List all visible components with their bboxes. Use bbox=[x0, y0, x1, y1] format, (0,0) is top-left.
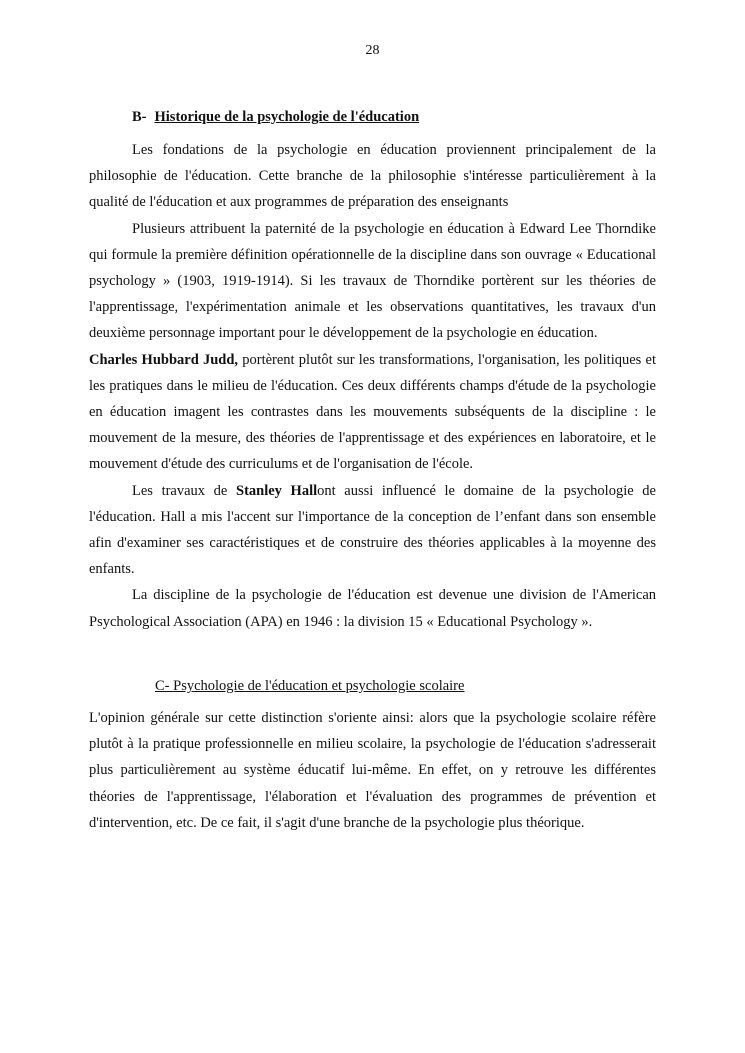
judd-name: Charles Hubbard Judd, bbox=[89, 351, 239, 368]
paragraph-judd bbox=[89, 347, 656, 478]
paragraph-hall bbox=[89, 478, 656, 583]
section-c-body bbox=[89, 705, 656, 836]
hall-text: ont aussi influencé le domaine de la psychologie de l'éducation. Hall a mis l'accent sur l'importance de la conception de l’enfant dans son ensemble afin d'examiner ses caractéristiques et de construire des théories applicables à la moyenne des enfants. bbox=[89, 482, 656, 578]
section-b-label: B- bbox=[132, 109, 147, 125]
page-number: 28 bbox=[365, 43, 380, 58]
paragraph-apa: La discipline de la psychologie de l'éducation est devenue une division de l'American Psychological Association (APA) en 1946 : la division 15 « Educational Psychology ». bbox=[89, 587, 656, 630]
section-c-heading: C- Psychologie de l'éducation et psychologie scolaire bbox=[155, 678, 465, 694]
section-b-heading bbox=[132, 104, 419, 130]
paragraph-thorndike: Plusieurs attribuent la paternité de la psychologie en éducation à Edward Lee Thorndike qui formule la première définition opérationnelle de la discipline dans son ouvrage « Educational psychology » (1903, 1919-1914). Si les travaux de Thorndike portèrent sur les théories de l'apprentissage, l'expérimentation animale et les observations quantitatives, les travaux d'un deuxième personnage important pour le développement de la psychologie en éducation. bbox=[89, 220, 656, 342]
paragraph-distinction: L'opinion générale sur cette distinction s'oriente ainsi: alors que la psychologie scolaire réfère plutôt à la pratique professionnelle en milieu scolaire, la psychologie de l'éducation s'adresserait plus particulièrement au système éducatif lui-même. En effet, on y retrouve les différentes théories de l'apprentissage, l'élaboration et l'évaluation des programmes de prévention et d'intervention, etc. De ce fait, il s'agit d'une branche de la psychologie plus théorique. bbox=[89, 710, 656, 831]
hall-name: Stanley Hall bbox=[236, 482, 318, 499]
paragraph-foundations: Les fondations de la psychologie en éducation proviennent principalement de la philosophie de l'éducation. Cette branche de la philosophie s'intéresse particulièrement à la qualité de l'éducation et aux programmes de préparation des enseignants bbox=[89, 142, 656, 211]
section-b-title: Historique de la psychologie de l'éducation bbox=[154, 109, 420, 125]
judd-text: portèrent plutôt sur les transformations, l'organisation, les politiques et les pratiques dans le milieu de l'éducation. Ces deux différents champs d'étude de la psychologie en éducation imagent les contrastes dans les mouvements subséquents de la discipline : le mouvement de la mesure, des théories de l'apprentissage et des expériences en laboratoire, et le mouvement d'étude des curriculums et de l'organisation de l'école. bbox=[89, 351, 656, 473]
hall-intro: Les travaux de bbox=[132, 482, 236, 499]
section-b-body bbox=[89, 137, 656, 635]
